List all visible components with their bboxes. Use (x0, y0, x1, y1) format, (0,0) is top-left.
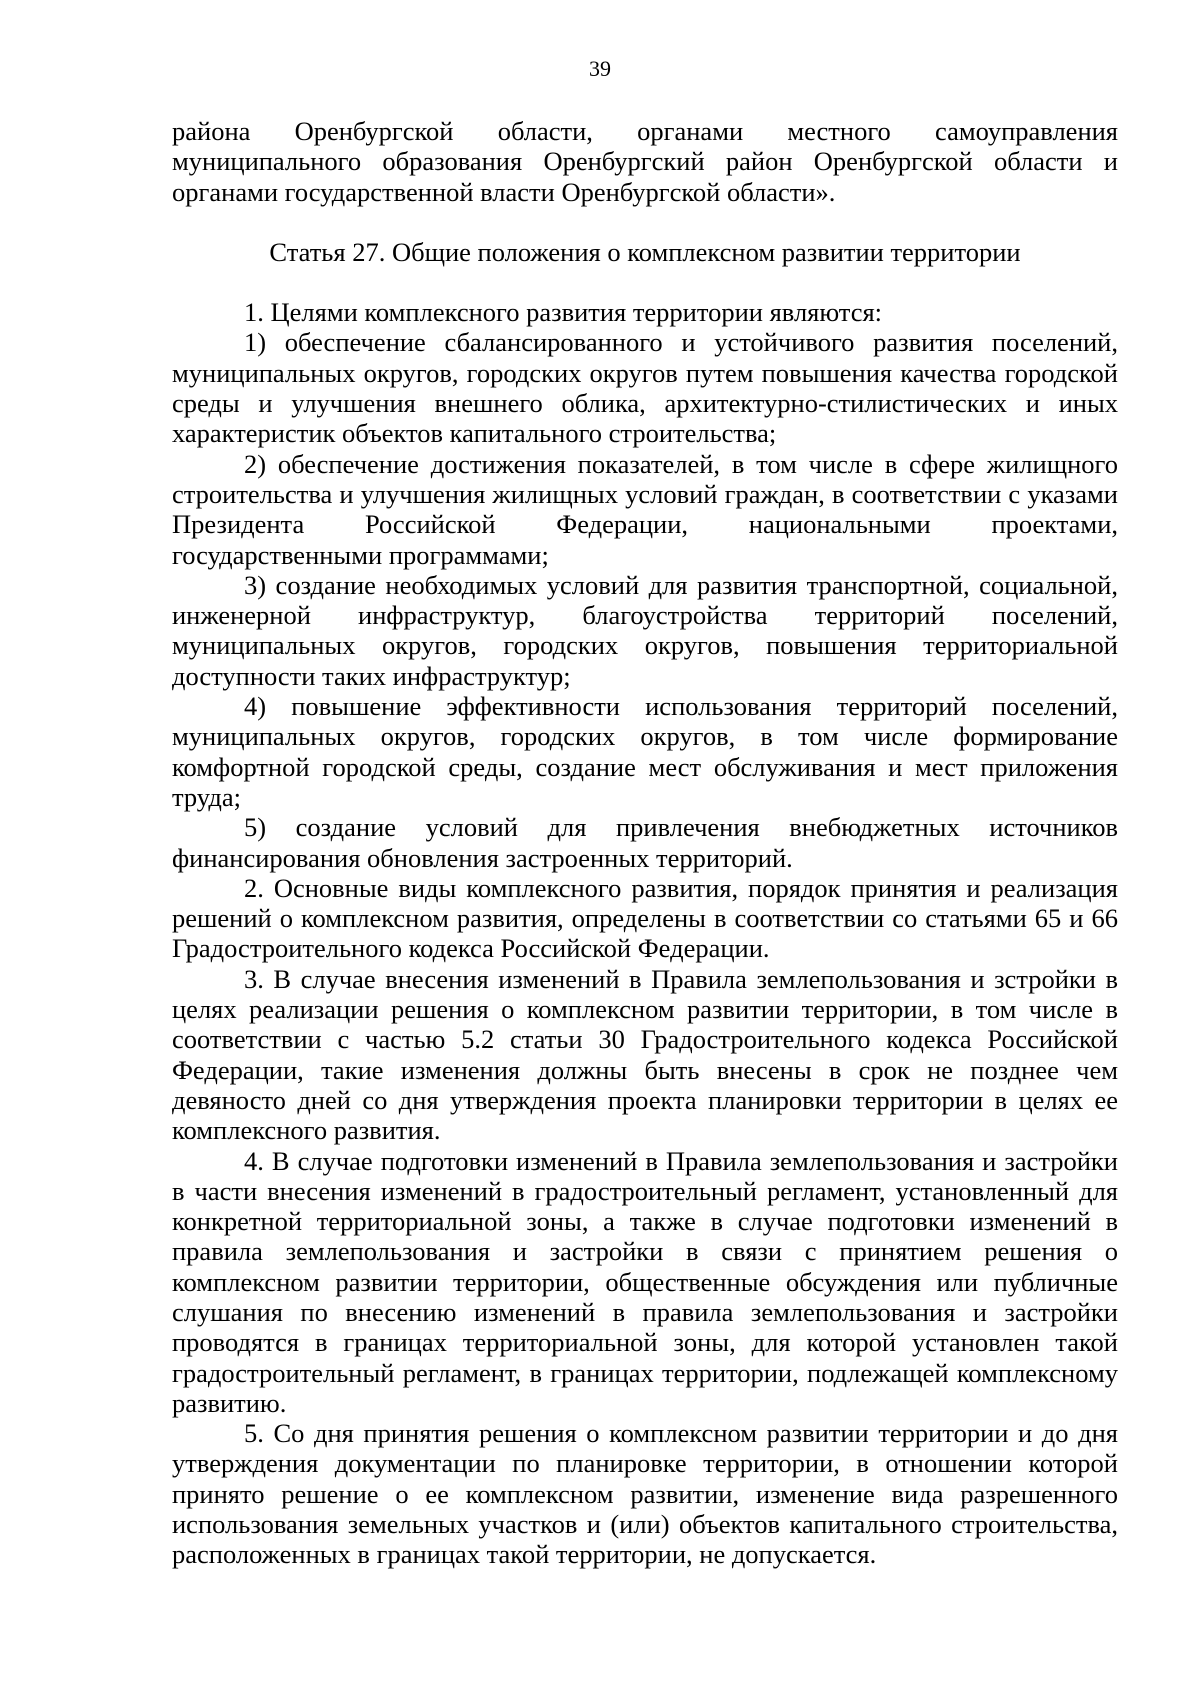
list-item-3: 3) создание необходимых условий для развития транспортной, социальной, инженерной инфраструктур, благоустройства территорий поселений, муниципальных округов, городских округов, повышения территориальной доступности таких инфраструктур; (172, 569, 1118, 691)
list-item-4: 4) повышение эффективности использования территорий поселений, муниципальных округов, городских округов, в том числе формирование комфортной городской среды, создание мест обслуживания и мест приложения труда; (172, 691, 1118, 812)
document-body (172, 116, 1118, 1570)
list-item-2: 2) обеспечение достижения показателей, в том числе в сфере жилищного строительства и улучшения жилищных условий граждан, в соответствии с указами Президента Российской Федерации, национальными проектами, государственными программами; (172, 448, 1118, 570)
clause-1-intro: 1. Целями комплексного развития территории являются: (244, 297, 883, 328)
clause-4: 4. В случае подготовки изменений в Правила землепользования и застройки в части внесения изменений в градостроительный регламент, установленный для конкретной территориальной зоны, а также в случае подготовки изменений в правила землепользования и застройки в связи с принятием решения о комплексном развитии территории, общественные обсуждения или публичные слушания по внесению изменений в правила землепользования и застройки проводятся в границах территориальной зоны, для которой установлен такой градостроительный регламент, в границах территории, подлежащей комплексному развитию. (172, 1145, 1118, 1418)
article-heading: Статья 27. Общие положения о комплексном развитии территории (269, 236, 1021, 267)
list-item-1: 1) обеспечение сбалансированного и устойчивого развития поселений, муниципальных округов, городских округов путем повышения качества городской среды и улучшения внешнего облика, архитектурно-стилистических и иных характеристик объектов капитального строительства; (172, 327, 1118, 449)
list-item-5: 5) создание условий для привлечения внебюджетных источников финансирования обновления застроенных территорий. (172, 812, 1118, 873)
clause-5: 5. Со дня принятия решения о комплексном развитии территории и до дня утверждения документации по планировке территории, в отношении которой принято решение о ее комплексном развитии, изменение вида разрешенного использования земельных участков и (или) объектов капитального строительства, расположенных в границах такой территории, не допускается. (172, 1418, 1118, 1570)
page-number: 39 (589, 56, 611, 81)
clause-2: 2. Основные виды комплексного развития, порядок принятия и реализация решений о комплексном развития, определены в соответствии со статьями 65 и 66 Градостроительного кодекса Российской Федерации. (172, 872, 1118, 964)
paragraph-continuation: района Оренбургской области, органами местного самоуправления муниципального образования Оренбургский район Оренбургской области и органами государственной власти Оренбургской области». (172, 116, 1118, 207)
clause-3: 3. В случае внесения изменений в Правила землепользования и зстройки в целях реализации решения о комплексном развитии территории, в том числе в соответствии с частью 5.2 статьи 30 Градостроительного кодекса Российской Федерации, такие изменения должны быть внесены в срок не позднее чем девяносто дней со дня утверждения проекта планировки территории в целях ее комплексного развития. (172, 963, 1118, 1146)
